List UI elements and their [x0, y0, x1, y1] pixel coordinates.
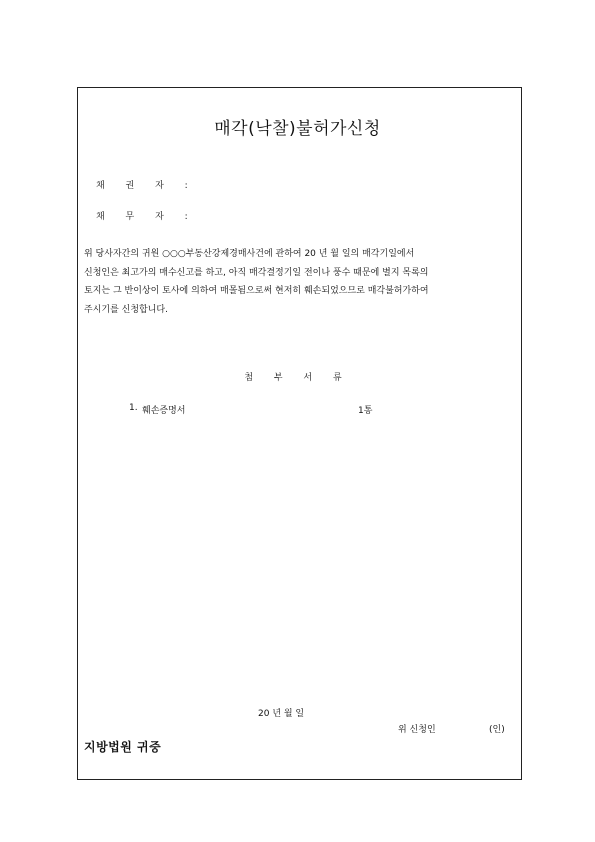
document-title: 매각(낙찰)불허가신청 — [214, 119, 381, 139]
body-line: 주시기를 신청합니다. — [84, 304, 168, 315]
date-line: 20 년 월 일 — [258, 709, 305, 719]
body-line: 신청인은 최고가의 매수신고를 하고, 아직 매각결정기일 전이나 풍수 때문에 별지 목록의 — [84, 267, 429, 278]
attachments-heading: 첨 부 서 류 — [244, 373, 351, 383]
attachment-index: 1. — [129, 403, 138, 413]
attachment-name: 훼손증명서 — [142, 406, 186, 416]
court-addressee: 지방법원 귀중 — [84, 740, 162, 754]
body-line: 위 당사자간의 귀원 ○○○부동산강제경매사건에 관하여 20 년 월 일의 매각기일에서 — [84, 249, 415, 259]
applicant-label: 위 신청인 — [398, 725, 436, 735]
debtor-label: 채 무 자 : — [96, 212, 197, 222]
seal-label: (인) — [489, 725, 505, 735]
request-body — [84, 245, 520, 319]
body-line: 토지는 그 반이상이 토사에 의하여 매몰됨으로써 현저히 훼손되었으므로 매각불허가하여 — [84, 286, 429, 296]
creditor-label: 채 권 자 : — [96, 181, 197, 191]
attachment-count: 1통 — [358, 406, 373, 416]
